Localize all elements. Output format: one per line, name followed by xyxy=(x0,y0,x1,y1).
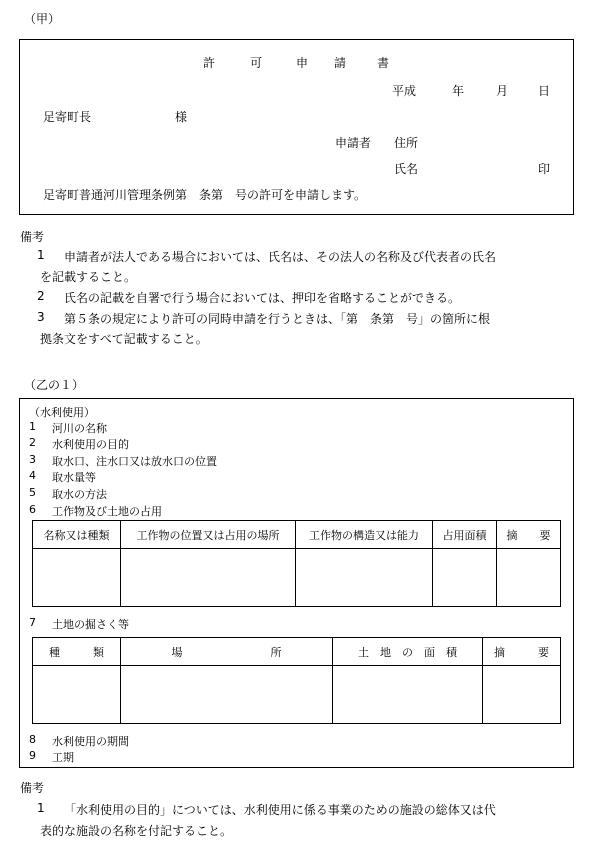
application-form-box xyxy=(19,39,574,215)
notes-b-heading: 備考 xyxy=(20,781,45,795)
item-8-num: 8 xyxy=(29,733,36,746)
table-cell xyxy=(433,549,497,607)
col-remarks: 摘 要 xyxy=(497,521,561,549)
form-title-char-3: 申 xyxy=(296,56,309,70)
item-9-num: 9 xyxy=(29,749,36,762)
notes-a-item-3-num: 3 xyxy=(37,310,45,324)
notes-a-item-3-line2: 拠条文をすべて記載すること。 xyxy=(40,332,208,346)
col-structure: 工作物の構造又は能力 xyxy=(296,521,433,549)
item-1-text: 河川の名称 xyxy=(52,422,107,435)
table-cell xyxy=(333,666,483,724)
notes-a-item-3-line1: 第５条の規定により許可の同時申請を行うときは、「第 条第 号」の箇所に根 xyxy=(64,312,491,326)
item-9-text: 工期 xyxy=(52,751,74,764)
notes-a-item-1-num: 1 xyxy=(37,248,45,262)
occupancy-table-header-row xyxy=(33,521,561,549)
notes-b-item-1-line2: 表的な施設の名称を付記すること。 xyxy=(40,824,233,838)
col-remarks-2: 摘 要 xyxy=(483,638,561,666)
col-place: 場 所 xyxy=(121,638,333,666)
occupancy-table xyxy=(32,520,561,607)
date-year: 年 xyxy=(452,84,465,98)
table-row xyxy=(33,549,561,607)
col-type: 種 類 xyxy=(33,638,121,666)
excavation-table-header-row xyxy=(33,638,561,666)
item-1-num: 1 xyxy=(29,420,36,433)
notes-a-item-1-line2: を記載すること。 xyxy=(40,270,137,284)
notes-a-item-1-line1: 申請者が法人である場合においては、氏名は、その法人の名称及び代表者の氏名 xyxy=(64,250,497,264)
request-text: 足寄町普通河川管理条例第 条第 号の許可を申請します。 xyxy=(43,188,367,202)
item-4-num: 4 xyxy=(29,469,36,482)
item-7-num: 7 xyxy=(29,616,36,629)
table-cell xyxy=(121,666,333,724)
date-month: 月 xyxy=(496,84,509,98)
notes-a-item-2-num: 2 xyxy=(37,289,45,303)
name-label: 氏名 xyxy=(394,162,419,176)
form-title-char-1: 許 xyxy=(203,56,216,70)
table-cell xyxy=(33,549,121,607)
item-7-text: 土地の掘さく等 xyxy=(52,618,129,631)
date-day: 日 xyxy=(538,84,551,98)
honorific: 様 xyxy=(175,110,188,124)
table-cell xyxy=(497,549,561,607)
item-2-num: 2 xyxy=(29,436,36,449)
table-cell xyxy=(33,666,121,724)
water-use-form-box xyxy=(19,398,574,768)
item-8-text: 水利使用の期間 xyxy=(52,735,129,748)
form-title-char-5: 書 xyxy=(377,56,390,70)
item-6-num: 6 xyxy=(29,503,36,516)
addressee: 足寄町長 xyxy=(43,110,92,124)
section-a-label: （甲） xyxy=(24,12,61,26)
form-title-char-4: 請 xyxy=(334,56,347,70)
item-5-num: 5 xyxy=(29,486,36,499)
item-3-text: 取水口、注水口又は放水口の位置 xyxy=(52,455,217,468)
col-area: 占用面積 xyxy=(433,521,497,549)
table-cell xyxy=(296,549,433,607)
notes-b-item-1-num: 1 xyxy=(37,801,45,815)
section-b-label: （乙の１） xyxy=(24,378,85,392)
notes-b-item-1-line1: 「水利使用の目的」については、水利使用に係る事業のための施設の総体又は代 xyxy=(64,803,496,817)
address-label: 住所 xyxy=(394,136,419,150)
notes-a-item-2-line1: 氏名の記載を自署で行う場合においては、押印を省略することができる。 xyxy=(64,291,461,305)
table-cell xyxy=(121,549,296,607)
col-name-or-type: 名称又は種類 xyxy=(33,521,121,549)
excavation-table xyxy=(32,637,561,724)
col-land-area: 土 地 の 面 積 xyxy=(333,638,483,666)
item-3-num: 3 xyxy=(29,453,36,466)
seal-mark: 印 xyxy=(538,162,551,176)
form-title-char-2: 可 xyxy=(250,56,263,70)
notes-a-heading: 備考 xyxy=(20,230,45,244)
date-era: 平成 xyxy=(392,84,417,98)
col-location: 工作物の位置又は占用の場所 xyxy=(121,521,296,549)
category-label: （水利使用） xyxy=(29,406,95,419)
table-row xyxy=(33,666,561,724)
item-2-text: 水利使用の目的 xyxy=(52,438,129,451)
applicant-label: 申請者 xyxy=(335,136,372,150)
table-cell xyxy=(483,666,561,724)
item-5-text: 取水の方法 xyxy=(52,488,107,501)
item-6-text: 工作物及び土地の占用 xyxy=(52,505,162,518)
item-4-text: 取水量等 xyxy=(52,471,96,484)
